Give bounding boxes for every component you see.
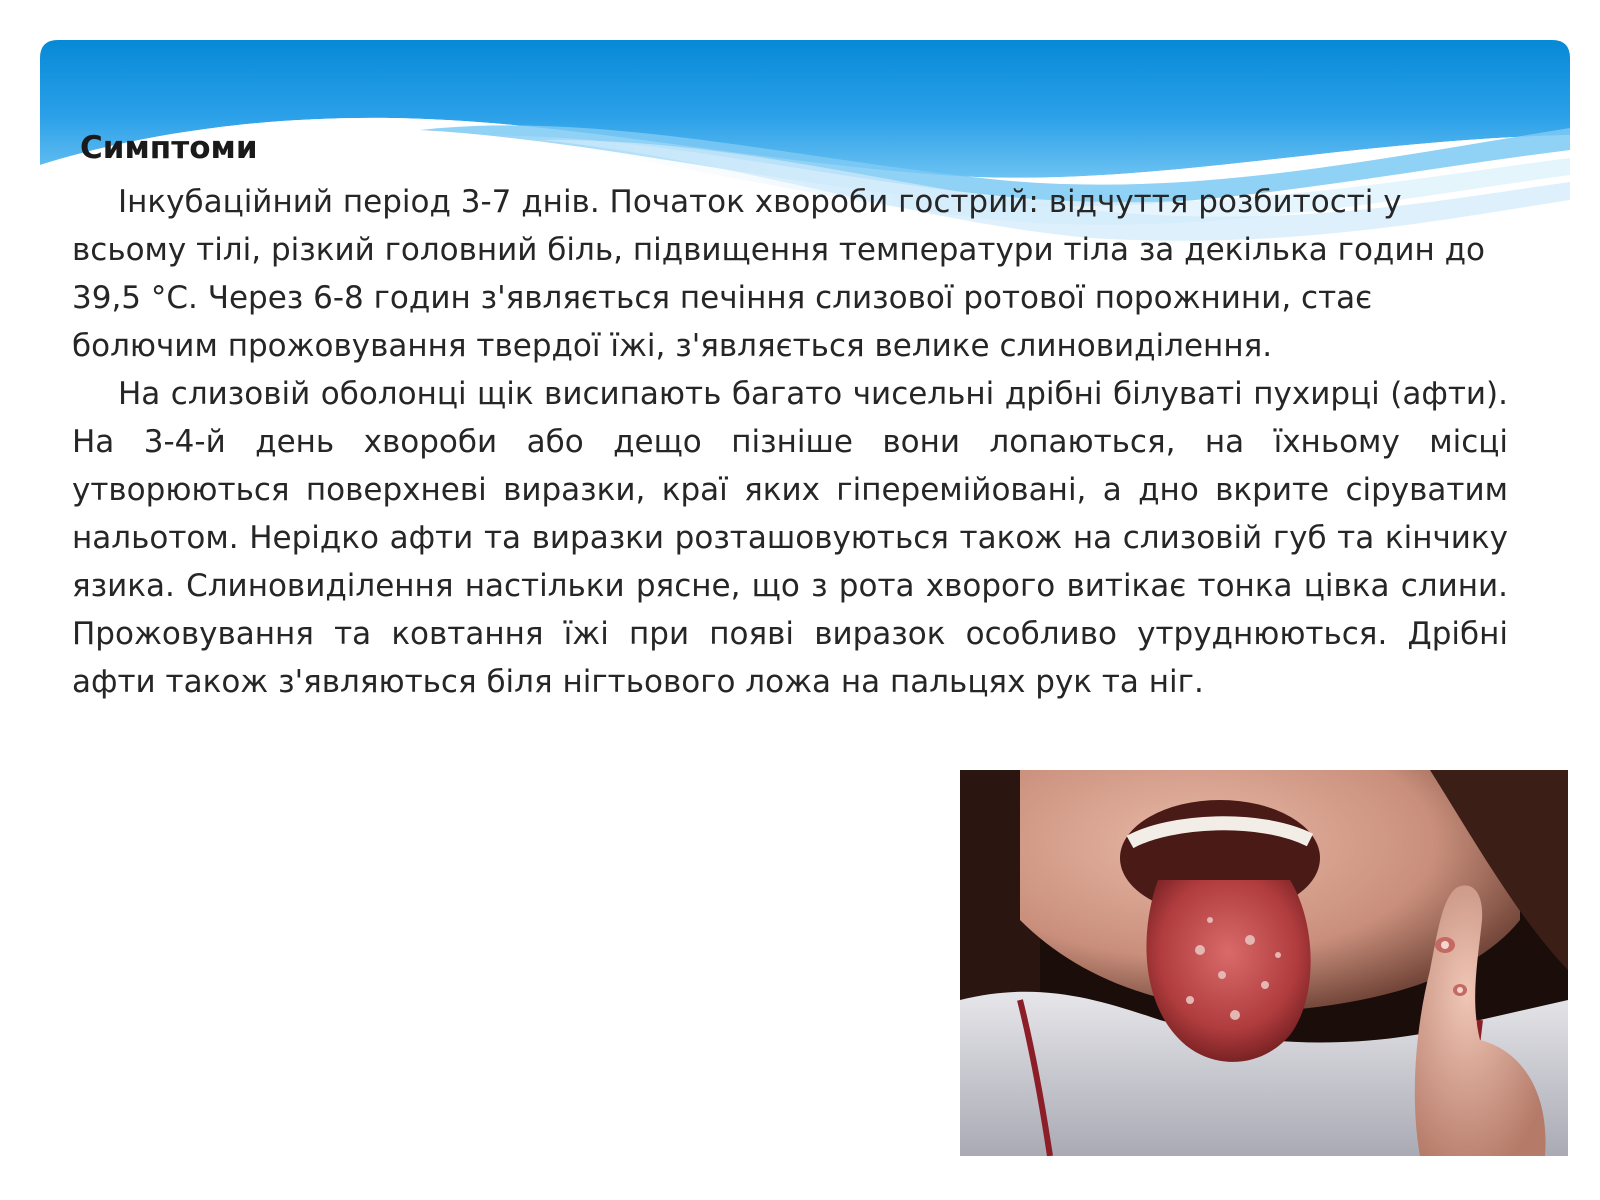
paragraph-incubation: Інкубаційний період 3-7 днів. Початок хвороби гострий: відчуття розбитості у всьому тілі, різкий головний біль, підвищення температури тіла за декілька годин до 39,5 °С. Через 6-8 годин з'являється печіння слизової ротової порожнини, стає болючим прожовування твердої їжі, з'являється велике слиновиділення. — [72, 184, 1486, 364]
mouth-lesions-photo — [960, 770, 1568, 1156]
paragraph-aphthae: На слизовій оболонці щік висипають багато чисельні дрібні білуваті пухирці (афти). На 3-4-й день хвороби або дещо пізніше вони лопаються, на їхньому місці утворюються поверхневі виразки, краї яких гіперемійовані, а дно вкрите сіруватим нальотом. Нерідко афти та виразки розташовуються також на слизовій губ та кінчику язика. Слиновиділення настільки рясне, що з рота хворого витікає тонка цівка слини. Прожовування та ковтання їжі при появі виразок особливо утруднюються. Дрібні афти також з'являються біля нігтьового ложа на пальцях рук та ніг. — [72, 376, 1508, 700]
slide-title: Симптоми — [80, 130, 258, 166]
body-text — [72, 178, 1508, 706]
